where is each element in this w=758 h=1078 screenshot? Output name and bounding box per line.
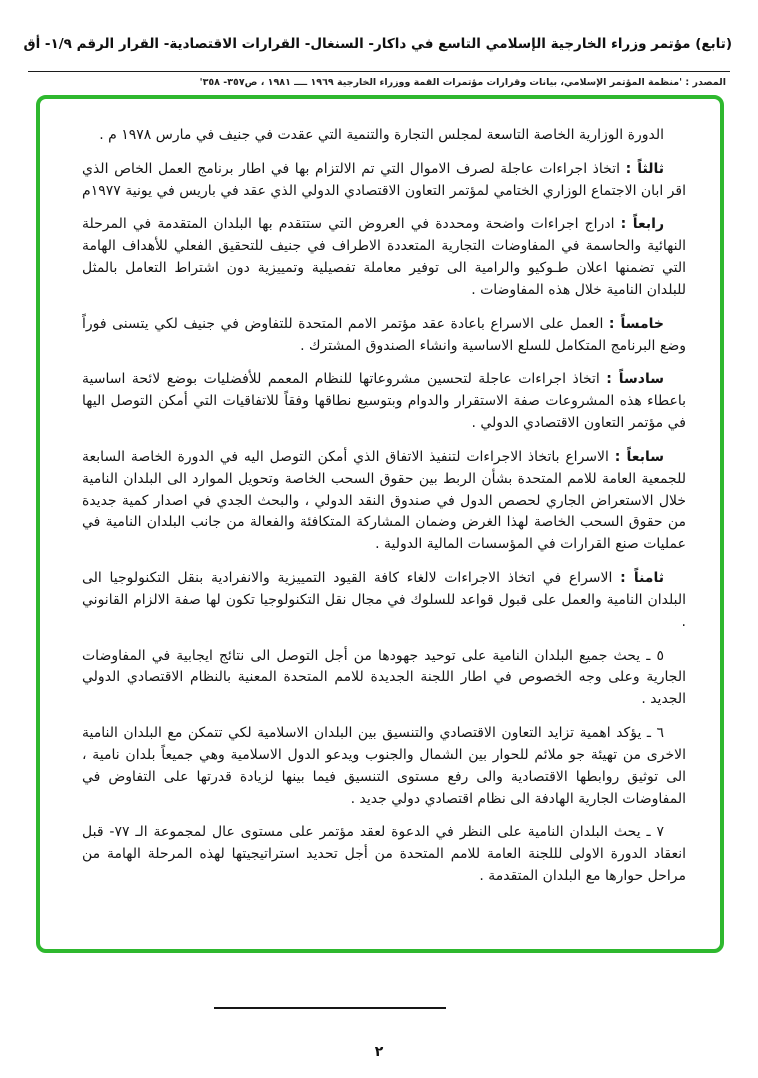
paragraph-lead: ثالثاً :: [625, 160, 664, 177]
paragraph: [82, 369, 686, 434]
paragraph-text: يحث البلدان النامية على النظر في الدعوة لعقد مؤتمر على مستوى عال لمجموعة الـ ٧٧- قبل انعقاد الدورة الاولى لللجنة العامة للامم المتحدة من أجل تحديد استراتيجيتها لهذه المرحلة الهامة من مراحل حوارها مع البلدان المتقدمة .: [82, 824, 686, 885]
paragraph-lead: ٦ ـ: [646, 725, 665, 742]
paragraph-lead: سادساً :: [606, 371, 664, 388]
paragraph: [82, 723, 686, 810]
paragraph-text: اتخاذ اجراءات عاجلة لتحسين مشروعاتها للنظام المعمم للأفضليات بوضع لائحة اساسية باعطاء هذه المشروعات صفة الاستقرار والدوام وبتوسيع نطاقها وفقاً للاتفاقيات التي أمكن التوصل اليها في مؤتمر التعاون الاقتصادي الدولي .: [82, 371, 686, 432]
header-divider: [28, 71, 730, 72]
paragraph-text: الاسراع في اتخاذ الاجراءات لالغاء كافة القيود التمييزية والانفرادية بنقل التكنولوجيا الى البلدان النامية والعمل على قبول قواعد للسلوك في مجال نقل التكنولوجيا تكون لها صفة الالزام القانوني .: [82, 570, 686, 630]
document-header-title: (تابع) مؤتمر وزراء الخارجية الإسلامي التاسع في داكار- السنغال- القرارات الاقتصادية- القرار الرقم ١/٩- أق: [23, 36, 732, 52]
paragraph: [82, 125, 686, 147]
paragraph-lead: ٧ ـ: [646, 824, 665, 841]
paragraph: [82, 314, 686, 358]
paragraph-text: الدورة الوزارية الخاصة التاسعة لمجلس التجارة والتنمية التي عقدت في جنيف في مارس ١٩٧٨ م .: [99, 127, 664, 143]
document-frame: [36, 95, 724, 953]
paragraph-text: يحث جميع البلدان النامية على توحيد جهودها من أجل التوصل الى نتائج ايجابية في المفاوضات الجارية وعلى وجه الخصوص في اطار اللجنة الجديدة للامم المتحدة المعنية بالنظام الاقتصادي الدولي الجديد .: [82, 647, 686, 708]
paragraph-lead: ثامناً :: [620, 570, 664, 587]
paragraph-lead: خامساً :: [608, 315, 664, 332]
paragraph: [82, 447, 686, 556]
paragraph-text: اتخاذ اجراءات عاجلة لصرف الاموال التي تم الالتزام بها في اطار برنامج العمل الخاص الذي اقر ابان الاجتماع الوزاري الختامي لمؤتمر التعاون الاقتصادي الدولي الذي عقد في باريس في يونية ١٩٧٧م: [82, 160, 686, 199]
paragraph: [82, 214, 686, 301]
source-line: المصدر : 'منظمة المؤتمر الإسلامي، بيانات وقرارات مؤتمرات القمة ووزراء الخارجية ١٩٦٩ ــــ ١٩٨١ ، ص٣٥٧- ٣٥٨': [199, 77, 726, 88]
paragraph: [82, 646, 686, 711]
paragraph: [82, 159, 686, 203]
paragraph-text: العمل على الاسراع باعادة عقد مؤتمر الامم المتحدة للتفاوض في جنيف لكي يتسنى فوراً وضع البرنامج المتكامل للسلع الاساسية وانشاء الصندوق المشترك .: [82, 315, 686, 354]
paragraph-text: الاسراع باتخاذ الاجراءات لتنفيذ الاتفاق الذي أمكن التوصل اليه في الدورة الخاصة السابعة للجمعية العامة للامم المتحدة بشأن الربط بين حقوق السحب الخاصة وتحويل الموارد الى البلدان النامية خلال الاستعراض الجاري لحصص الدول في صندوق النقد الدولي ، والبحث الجدي في اصدار كمية جديدة من حقوق السحب الخاصة لهذا الغرض وضمان المشاركة المتكافئة والفعالة من جانب البلدان النامية في عمليات صنع القرارات في المؤسسات المالية الدولية .: [82, 448, 686, 553]
footnote-divider: [214, 1007, 446, 1009]
paragraph: [82, 568, 686, 633]
paragraph-lead: رابعاً :: [620, 216, 665, 233]
paragraph-text: ادراج اجراءات واضحة ومحددة في العروض التي ستتقدم بها البلدان المتقدمة في المرحلة النهائية والحاسمة في المفاوضات التجارية المتعددة الاطراف في جنيف للتحقيق الفعلي للأهداف الهامة التي تضمنها اعلان طـوكيو والرامية الى توفير معاملة تفصيلية وتمييزية دون اشتراط التعامل بالمثل للبلدان النامية خلال هذه المفاوضات .: [82, 216, 686, 298]
paragraph-lead: ٥ ـ: [646, 647, 665, 664]
paragraph-lead: سابعاً :: [614, 448, 664, 465]
page-number: ٢: [374, 1044, 384, 1060]
paragraph: [82, 822, 686, 887]
paragraph-text: يؤكد اهمية تزايد التعاون الاقتصادي والتنسيق بين البلدان الاسلامية لكي تتمكن مع البلدان النامية الاخرى من تهيئة جو ملائم للحوار بين الشمال والجنوب ويدعو الدول الاسلامية وهي جميعاً بلدان نامية ، الى توثيق روابطها الاقتصادية والى رفع مستوى التنسيق فيما بينها لزيادة قدرتها على التفاوض في المفاوضات الجارية الهادفة الى نظام اقتصادي دولي جديد .: [82, 725, 686, 807]
